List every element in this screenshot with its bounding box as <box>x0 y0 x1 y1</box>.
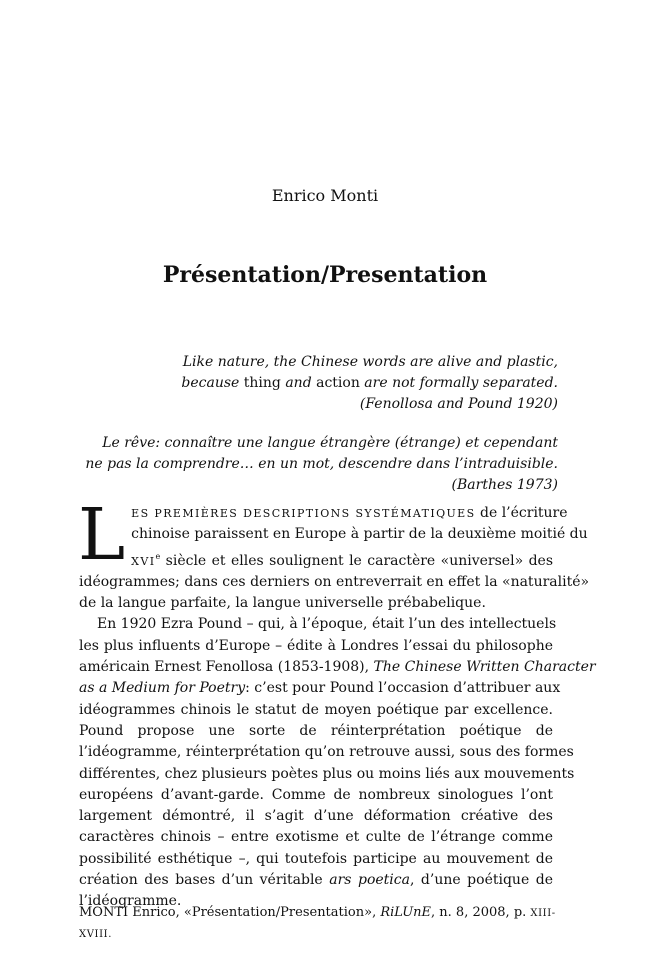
text-line: européens d’avant-garde. Comme de nombreux sinologues l’ont <box>79 786 553 803</box>
century-numeral: XVI <box>131 554 156 568</box>
latin-term: ars poetica <box>329 872 410 889</box>
epigraph-fenollosa <box>181 352 558 415</box>
book-title: The Chinese Written Character <box>373 659 596 676</box>
epigraph-line: Like nature, the Chinese words are alive and plastic, <box>182 354 558 370</box>
text-line: idéogrammes chinois le statut de moyen poétique par excellence. <box>79 701 553 718</box>
text-line <box>79 657 596 678</box>
author-name: Enrico Monti <box>271 186 379 205</box>
text-line: possibilité esthétique –, qui toutefois participe au mouvement de <box>79 850 553 867</box>
text-line: En 1920 Ezra Pound – qui, à l’époque, était l’un des intellectuels <box>97 616 557 633</box>
superscript: e <box>155 551 161 561</box>
text-line: différentes, chez plusieurs poètes plus ou moins liés aux mouvements <box>79 765 575 782</box>
text-run: de l’écriture <box>475 505 568 521</box>
citation-footer <box>79 903 559 945</box>
text-run: : c’est pour Pound l’occasion d’attribuer aux <box>245 680 561 697</box>
text-line: idéogrammes; dans ces derniers on entreverrait en effet la «naturalité» <box>79 573 590 590</box>
text-line: largement démontré, il s’agit d’une déformation créative des <box>79 808 553 825</box>
text-run: américain Ernest Fenollosa (1853-1908), <box>79 659 374 676</box>
text-line <box>79 546 553 572</box>
epigraph-emphasis: action <box>316 375 360 391</box>
epigraph-line <box>181 373 558 394</box>
text-run: siècle et elles soulignent le caractère «universel» des <box>160 552 553 569</box>
epigraph-text: and <box>280 375 317 391</box>
article-title: Présentation/Presentation <box>162 262 488 288</box>
text-line: caractères chinois – entre exotisme et culte de l’étrange comme <box>79 829 553 846</box>
text-line: Pound propose une sorte de réinterprétation poétique de <box>79 722 553 739</box>
text-line <box>79 870 553 891</box>
text-line: de la langue parfaite, la langue universelle prébabelique. <box>79 595 486 612</box>
book-title: as a Medium for Poetry <box>79 680 246 697</box>
epigraph-attribution: (Fenollosa and Pound 1920) <box>359 396 558 412</box>
citation-text: MONTI Enrico, «Présentation/Presentation», <box>79 905 381 920</box>
text-run: , d’une poétique de <box>409 872 553 889</box>
citation-text: , n. 8, 2008, p. <box>431 905 531 920</box>
epigraph-line: Le rêve: connaître une langue étrangère (étrange) et cependant <box>102 435 558 451</box>
text-line: les plus influents d’Europe – édite à Londres l’essai du philosophe <box>79 637 553 654</box>
epigraph-line: ne pas la comprendre… en un mot, descendre dans l’intraduisible. <box>85 456 558 472</box>
body-text <box>78 493 596 913</box>
text-line <box>79 678 561 699</box>
epigraph-text: because <box>181 375 244 391</box>
text-line: l’idéogramme. <box>79 893 182 910</box>
drop-cap: L <box>78 493 126 576</box>
epigraph-attribution: (Barthes 1973) <box>451 477 558 493</box>
small-caps-opening: ES PREMIÈRES DESCRIPTIONS SYSTÉMATIQUES <box>131 507 476 520</box>
text-line <box>79 503 568 524</box>
epigraph-barthes <box>85 433 558 496</box>
epigraph-text: are not formally separated. <box>359 375 558 391</box>
epigraph-emphasis: thing <box>243 375 281 391</box>
text-line: l’idéogramme, réinterprétation qu’on retrouve aussi, sous des formes <box>79 744 574 761</box>
page-range: XVIII. <box>79 929 112 940</box>
text-line: chinoise paraissent en Europe à partir de la deuxième moitié du <box>131 526 588 543</box>
journal-name: RiLUnE <box>380 905 432 920</box>
page-range: XIII- <box>530 908 556 919</box>
text-run: création des bases d’un véritable <box>79 872 330 889</box>
